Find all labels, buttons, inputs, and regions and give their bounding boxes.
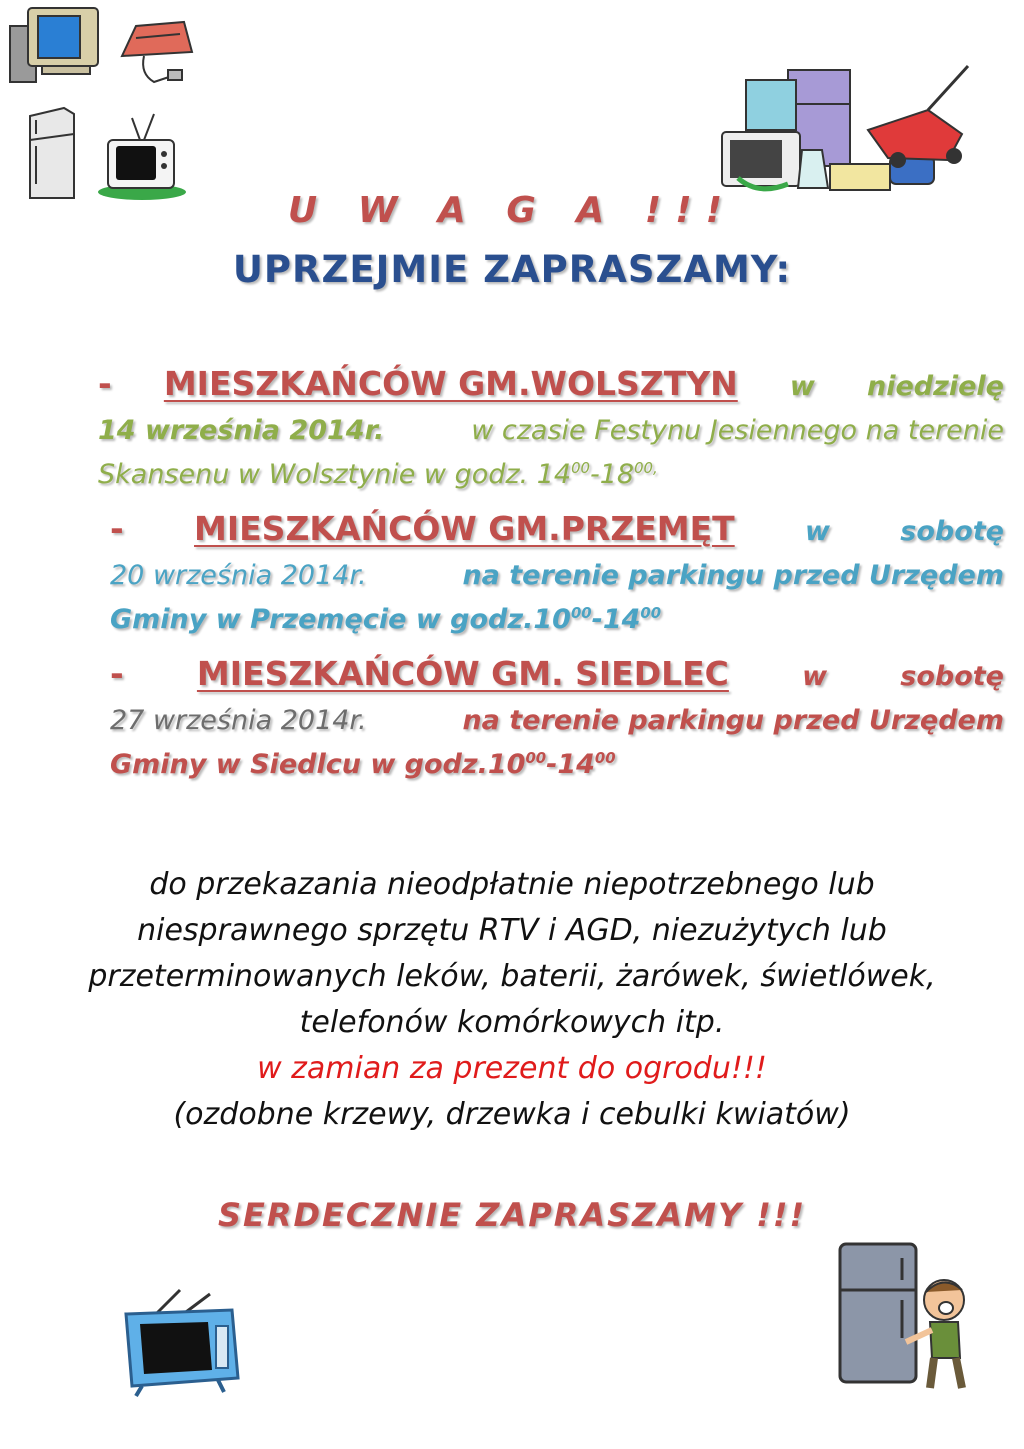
section-location: w czasie Festynu Jesiennego na terenie	[471, 415, 1004, 446]
section-date: 27 września 2014r.	[110, 705, 367, 736]
fridge-icon	[24, 104, 80, 202]
section-hours: Gminy w Przemęcie w $godz.10^{00}-14^{00}$	[110, 604, 662, 635]
section-day: sobotę	[900, 516, 1004, 547]
section-w: w	[805, 516, 830, 547]
section-dash: -	[98, 364, 112, 403]
section-day: niedzielę	[867, 371, 1004, 402]
section-hours: Gminy w Siedlcu w $godz.10^{00}-14^{00}$	[110, 749, 616, 780]
section-date: 14 września 2014r.	[98, 415, 385, 446]
man-carrying-fridge-icon	[834, 1238, 980, 1396]
section-location: na terenie parkingu przed Urzędem	[462, 705, 1004, 736]
section-hours: Skansenu w Wolsztynie w godz. $14^{00}-18^{00,}$	[98, 459, 658, 490]
blue-tv-icon	[106, 1286, 246, 1396]
section-w: w	[789, 371, 815, 402]
invitation-heading: UPRZEJMIE ZAPRASZAMY:	[232, 248, 792, 291]
section-date: 20 września 2014r.	[110, 560, 367, 591]
section-place: MIESZKAŃCÓW GM.WOLSZTYN	[163, 364, 738, 403]
section-place: MIESZKAŃCÓW GM. SIEDLEC	[196, 654, 729, 693]
main-line-3: przeterminowanych leków, baterii, żarówek, świetlówek,	[88, 959, 936, 994]
main-line-4: telefonów komórkowych itp.	[299, 1005, 725, 1040]
main-line-1: do przekazania nieodpłatnie niepotrzebnego lub	[149, 867, 875, 902]
gift-highlight: w zamian za prezent do ogrodu!!!	[257, 1051, 767, 1086]
gift-note: (ozdobne krzewy, drzewka i cebulki kwiatów)	[173, 1097, 851, 1132]
section-day: sobotę	[900, 661, 1004, 692]
uwaga-title: U W A G A !!!	[287, 190, 737, 231]
section-wolsztyn	[98, 362, 1004, 497]
section-place: MIESZKAŃCÓW GM.PRZEMĘT	[194, 509, 735, 548]
iron-icon	[114, 12, 198, 88]
closing-invitation: SERDECZNIE ZAPRASZAMY !!!	[217, 1196, 807, 1234]
section-przemet	[110, 507, 1004, 642]
computer-icon	[6, 4, 106, 86]
main-message	[40, 862, 984, 1138]
section-dash: -	[110, 654, 124, 693]
tv-icon	[96, 110, 188, 202]
appliance-pile-icon	[718, 60, 980, 196]
section-w: w	[802, 661, 828, 692]
main-line-2: niesprawnego sprzętu RTV i AGD, niezużytych lub	[137, 913, 887, 948]
section-dash: -	[110, 509, 124, 548]
section-location: na terenie parkingu przed Urzędem	[462, 560, 1004, 591]
section-siedlec	[110, 652, 1004, 787]
